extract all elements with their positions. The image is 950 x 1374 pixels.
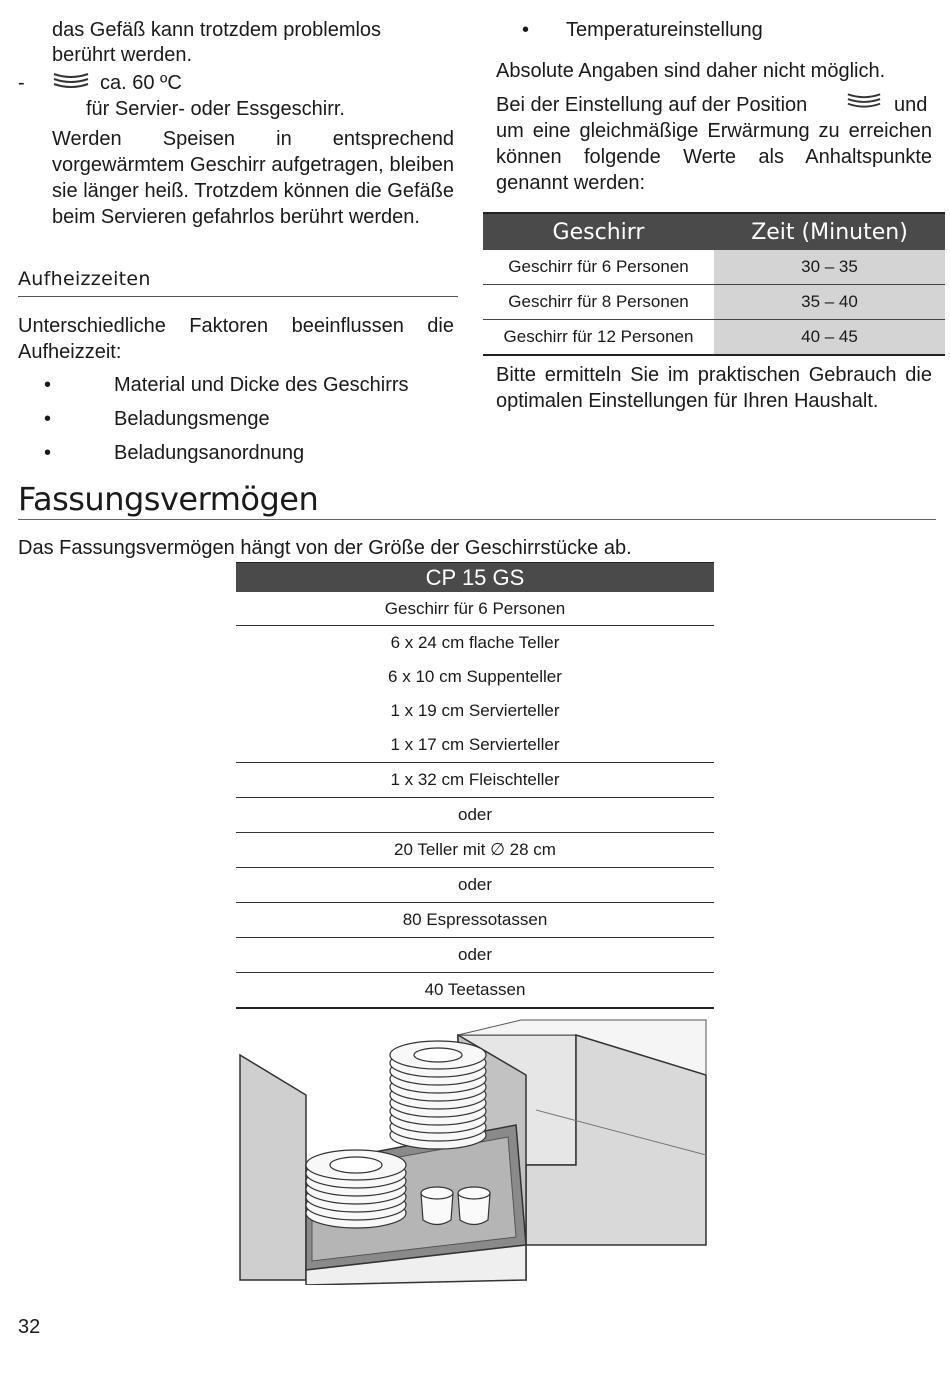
- table-row: [236, 868, 714, 903]
- table-row: [236, 694, 714, 728]
- column-header: Geschirr: [483, 213, 714, 250]
- table-row: [236, 938, 714, 973]
- bullet-icon: •: [522, 19, 530, 41]
- text-line: das Gefäß kann trotzdem problemlos: [52, 19, 382, 41]
- model-header: CP 15 GS: [236, 563, 714, 593]
- plate-stack-icon: [52, 70, 90, 95]
- column-header: Zeit (Minuten): [714, 213, 945, 250]
- bullet-icon: •: [44, 374, 52, 396]
- page-title: Fassungsvermögen: [18, 480, 319, 518]
- table-cell: 80 Espressotassen: [236, 903, 714, 938]
- table-cell: 6 x 24 cm flache Teller: [390, 633, 560, 652]
- table-row: [236, 728, 714, 763]
- table-row: [236, 660, 714, 694]
- table-row: [236, 903, 714, 938]
- table-cell: 6 x 10 cm Suppenteller: [388, 667, 562, 686]
- table-header-row: [236, 563, 714, 593]
- temperature-note: für Servier- oder Essgeschirr.: [86, 98, 345, 120]
- warming-drawer-illustration: [236, 1015, 716, 1285]
- list-dash: -: [18, 72, 25, 94]
- table-cell: 40 – 45: [714, 320, 945, 356]
- table-row: [236, 763, 714, 798]
- paragraph: und um eine gleichmäßige Erwärmung zu erreichen können folgende Werte als Anhaltspunkte genannt werden:: [496, 94, 932, 194]
- table-row: [236, 626, 714, 661]
- paragraph-start: Bei der Einstellung auf der Position: [496, 94, 808, 116]
- table-header-row: [483, 213, 945, 250]
- table-cell: Geschirr für 6 Personen: [236, 592, 714, 626]
- table-cell: Geschirr für 6 Personen: [483, 250, 714, 285]
- table-cell: 40 Teetassen: [236, 973, 714, 1009]
- table-cell: 35 – 40: [714, 285, 945, 320]
- table-row: [236, 833, 714, 868]
- heading-rule: [18, 519, 936, 520]
- page-number: 32: [18, 1316, 41, 1338]
- heading-rule: [18, 296, 458, 297]
- table-cell: oder: [236, 868, 714, 903]
- table-row: [236, 973, 714, 1009]
- table-row: [236, 592, 714, 626]
- table-cell: oder: [236, 798, 714, 833]
- heating-time-table: [483, 212, 945, 356]
- table-cell: 1 x 19 cm Servierteller: [390, 701, 560, 720]
- table-cell: Geschirr für 12 Personen: [483, 320, 714, 356]
- section-heading: Aufheizzeiten: [18, 268, 151, 290]
- paragraph: Werden Speisen in entsprechend vorgewärmtem Geschirr aufgetragen, bleiben sie länger heiß. Trotzdem können die Gefäße beim Servieren gefahrlos berührt werden.: [52, 128, 454, 228]
- table-cell: 20 Teller mit ∅ 28 cm: [236, 833, 714, 868]
- table-row: [483, 250, 945, 285]
- temperature-value: ca. 60 ºC: [100, 72, 182, 94]
- bullet-icon: •: [44, 408, 52, 430]
- text-line: berührt werden.: [52, 44, 193, 66]
- table-cell: Geschirr für 8 Personen: [483, 285, 714, 320]
- table-cell: oder: [236, 938, 714, 973]
- table-row: [483, 285, 945, 320]
- table-cell: 1 x 32 cm Fleischteller: [236, 763, 714, 798]
- paragraph: Das Fassungsvermögen hängt von der Größe der Geschirrstücke ab.: [18, 537, 632, 559]
- paragraph: Bitte ermitteln Sie im praktischen Gebrauch die optimalen Einstellungen für Ihren Haushalt.: [496, 364, 932, 412]
- table-row: [236, 798, 714, 833]
- table-cell: 1 x 17 cm Servierteller: [236, 728, 714, 763]
- table-cell: 30 – 35: [714, 250, 945, 285]
- paragraph: Unterschiedliche Faktoren beeinflussen die Aufheizzeit:: [18, 315, 454, 363]
- capacity-table: [236, 562, 714, 1009]
- table-row: [483, 320, 945, 356]
- paragraph: Absolute Angaben sind daher nicht möglich.: [496, 60, 886, 82]
- bullet-icon: •: [44, 442, 52, 464]
